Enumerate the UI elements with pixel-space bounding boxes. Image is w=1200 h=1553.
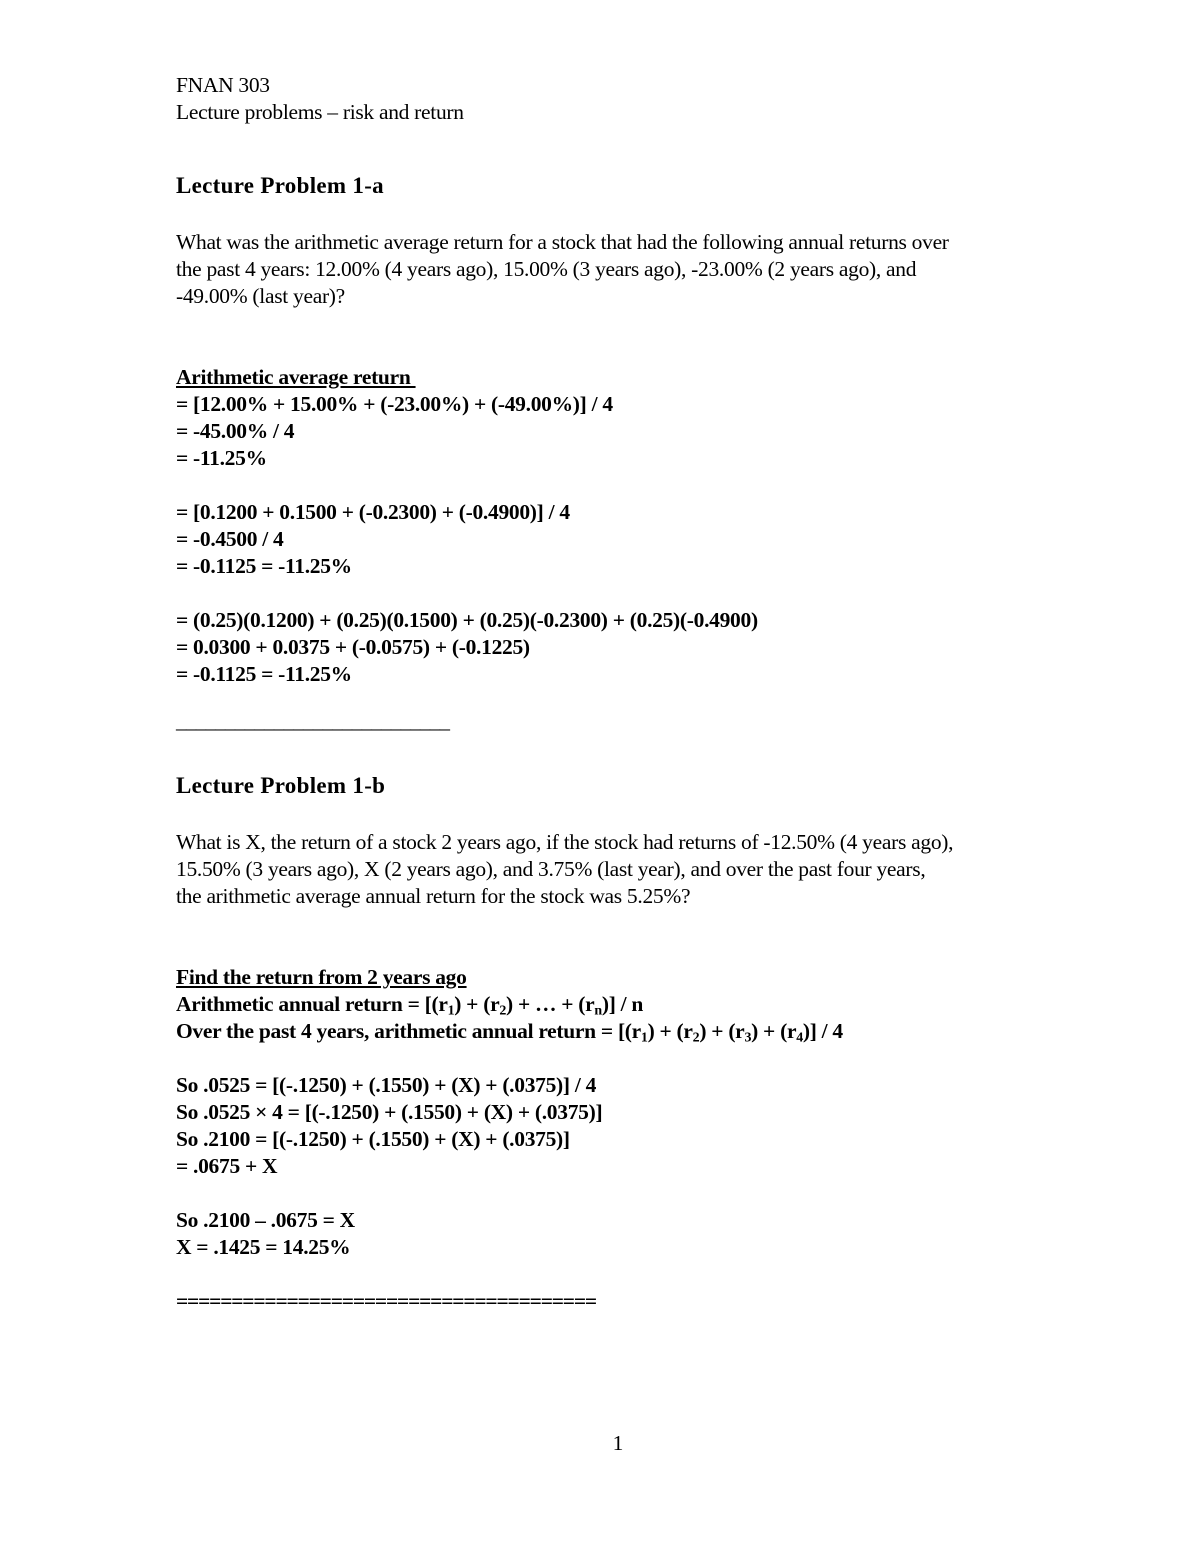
problem-1a-question-line: What was the arithmetic average return for a stock that had the following annual returns over xyxy=(176,230,949,254)
solution-step: = [0.1200 + 0.1500 + (-0.2300) + (-0.4900)] / 4 xyxy=(176,500,570,524)
solution-step: = -0.1125 = -11.25% xyxy=(176,554,352,578)
solution-step: = .0675 + X xyxy=(176,1154,278,1178)
solution-step: So .2100 – .0675 = X xyxy=(176,1208,355,1232)
problem-1a-question-line: the past 4 years: 12.00% (4 years ago), 15.00% (3 years ago), -23.00% (2 years ago), and xyxy=(176,257,917,281)
page-number: 1 xyxy=(612,1431,624,1455)
problem-1b-solution-title: Find the return from 2 years ago xyxy=(176,965,467,989)
solution-step: = -11.25% xyxy=(176,446,267,470)
solution-step: X = .1425 = 14.25% xyxy=(176,1235,351,1259)
section-separator: –––––––––––––––––––––––––––– xyxy=(176,716,449,740)
problem-1b-question-line: What is X, the return of a stock 2 years ago, if the stock had returns of -12.50% (4 years ago), xyxy=(176,830,954,854)
problem-1b-heading: Lecture Problem 1-b xyxy=(176,773,386,798)
solution-step: = 0.0300 + 0.0375 + (-0.0575) + (-0.1225) xyxy=(176,635,530,659)
solution-step: So .2100 = [(-.1250) + (.1550) + (X) + (.0375)] xyxy=(176,1127,570,1151)
problem-1a-heading: Lecture Problem 1-a xyxy=(176,173,384,198)
formula-four-years: Over the past 4 years, arithmetic annual return = $[(r_1) + (r_2) + (r_3) + (r_4)] / 4$ xyxy=(176,1019,843,1046)
solution-step: = -45.00% / 4 xyxy=(176,419,295,443)
solution-step: = -0.4500 / 4 xyxy=(176,527,284,551)
solution-step: So .0525 = [(-.1250) + (.1550) + (X) + (.0375)] / 4 xyxy=(176,1073,597,1097)
solution-step: = -0.1125 = -11.25% xyxy=(176,662,352,686)
formula-general: Arithmetic annual return = [$(r_1) + (r_2)$ + … + $(r_n)$] / n xyxy=(176,992,644,1019)
problem-1a-solution-title: Arithmetic average return xyxy=(176,365,416,389)
problem-1b-question-line: the arithmetic average annual return for the stock was 5.25%? xyxy=(176,884,691,908)
problem-1b-question-line: 15.50% (3 years ago), X (2 years ago), and 3.75% (last year), and over the past four years, xyxy=(176,857,926,881)
solution-step: So .0525 × 4 = [(-.1250) + (.1550) + (X) + (.0375)] xyxy=(176,1100,603,1124)
solution-step: = [12.00% + 15.00% + (-23.00%) + (-49.00%)] / 4 xyxy=(176,392,613,416)
document-subtitle: Lecture problems – risk and return xyxy=(176,100,464,124)
end-separator: ====================================== xyxy=(176,1289,596,1313)
solution-step: = (0.25)(0.1200) + (0.25)(0.1500) + (0.25)(-0.2300) + (0.25)(-0.4900) xyxy=(176,608,758,632)
problem-1a-question-line: -49.00% (last year)? xyxy=(176,284,345,308)
course-code: FNAN 303 xyxy=(176,73,270,97)
